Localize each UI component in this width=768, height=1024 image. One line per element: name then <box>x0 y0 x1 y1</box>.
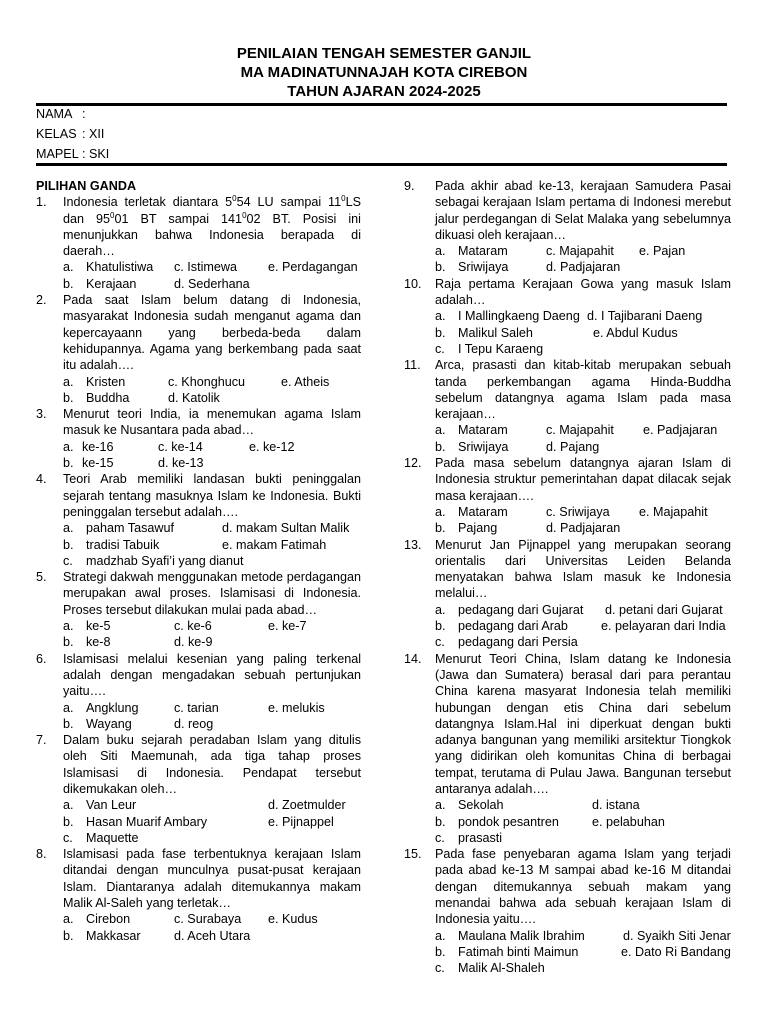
options-11: a. Mataram c. Majapahit e. Padjajaran b. Sriwijaya d. Pajang <box>435 423 718 454</box>
option-e[interactable]: e. melukis <box>268 700 325 715</box>
option-d[interactable]: d. Padjajaran <box>546 260 621 275</box>
option-b[interactable]: Hasan Muarif Ambary <box>86 814 208 829</box>
question-text: Indonesia terletak diantara $5^054$ LU sampai $11^0LS$ dan $95^001$ BT sampai $141^002$ BT. Posisi ini menunjukkan bahwa Indonesia berapada di daerah… <box>63 194 361 259</box>
options-13: a. pedagang dari Gujarat d. petani dari Gujarat b. pedagang dari Arab e. pelayaran dari India c. pedagang dari Persia <box>435 602 726 650</box>
options-10: a. I Mallingkaeng Daeng d. I Tajibarani Daeng b. Malikul Saleh e. Abdul Kudus c. I Tepu Karaeng <box>435 309 703 356</box>
question-text: Strategi dakwah menggunakan metode perdagangan merupakan awal proses. Islamisasi di Indonesia. Proses tersebut dilakukan mulai pada abad… <box>63 570 361 617</box>
options-9: a. Mataram c. Majapahit e. Pajan b. Sriwijaya d. Padjajaran <box>435 244 686 275</box>
question-5 <box>36 569 361 618</box>
question-7 <box>36 732 361 797</box>
question-number: 14. <box>404 651 422 666</box>
question-10 <box>404 276 731 309</box>
options-7: a. Van Leur d. Zoetmulder b. Hasan Muarif Ambary e. Pijnappel c. Maquette <box>63 798 346 845</box>
options-5: a. ke-5 c. ke-6 e. ke-7 b. ke-8 d. ke-9 <box>63 619 307 650</box>
option-c[interactable]: c. ke-14 <box>158 439 203 454</box>
question-9 <box>404 178 731 243</box>
right-column <box>404 178 731 977</box>
option-d[interactable]: d. I Tajibarani Daeng <box>587 309 703 324</box>
option-b[interactable]: Wayang <box>86 716 132 731</box>
question-number: 15. <box>404 847 422 862</box>
option-e[interactable]: e. Abdul Kudus <box>593 325 678 340</box>
option-c[interactable]: c. Khonghucu <box>168 374 246 389</box>
header-divider <box>36 103 727 106</box>
question-number: 9. <box>404 179 415 193</box>
option-c[interactable]: c. Majapahit <box>546 244 614 259</box>
option-e[interactable]: e. Kudus <box>268 912 318 927</box>
option-d[interactable]: d. ke-13 <box>158 456 204 471</box>
question-4 <box>36 471 361 520</box>
question-text: Pada fase penyebaran agama Islam yang terjadi pada abad ke-13 M sampai abad ke-16 M ditandai dengan ditemukannya sebuah makam yang menandai bahwa ada sebuah kerajaan Islam di Indonesia yaitu…. <box>435 847 731 927</box>
question-text: Menurut teori India, ia menemukan agama Islam masuk ke Nusantara pada abad… <box>63 407 361 438</box>
question-text: Raja pertama Kerajaan Gowa yang masuk Islam adalah… <box>435 276 731 308</box>
option-a[interactable]: pedagang dari Gujarat <box>458 602 584 617</box>
options-3: a. ke-16 c. ke-14 e. ke-12 b. ke-15 d. ke-13 <box>63 439 295 471</box>
option-e[interactable]: e. Pijnappel <box>268 814 334 829</box>
option-a[interactable]: Sekolah <box>458 798 504 813</box>
exam-header <box>0 44 768 101</box>
option-d[interactable]: d. Pajang <box>546 439 600 454</box>
option-b[interactable]: Buddha <box>86 390 130 405</box>
question-8 <box>36 846 361 911</box>
option-a[interactable]: Van Leur <box>86 798 137 813</box>
option-e[interactable]: e. pelabuhan <box>592 814 665 829</box>
option-e[interactable]: e. Atheis <box>281 374 330 389</box>
option-b[interactable]: ke-8 <box>86 635 111 650</box>
option-a[interactable]: Angklung <box>86 700 139 715</box>
school-name: MA MADINATUNNAJAH KOTA CIREBON <box>240 64 528 81</box>
options-4: a. paham Tasawuf d. makam Sultan Malik b. tradisi Tabuik e. makam Fatimah c. madzhab Syafi’i yang dianut <box>63 521 350 568</box>
option-c[interactable]: c. Sriwijaya <box>546 504 610 519</box>
option-b[interactable]: pedagang dari Arab <box>458 619 568 634</box>
option-a[interactable]: ke-16 <box>82 439 114 454</box>
option-b[interactable]: Fatimah binti Maimun <box>458 944 579 959</box>
option-c[interactable]: c. ke-6 <box>174 619 212 634</box>
subject-label: MAPEL <box>36 147 79 161</box>
option-a[interactable]: ke-5 <box>86 619 111 634</box>
option-d[interactable]: d. makam Sultan Malik <box>222 521 350 536</box>
option-b[interactable]: Makkasar <box>86 928 141 943</box>
option-a[interactable]: Mataram <box>458 423 508 438</box>
question-15 <box>404 846 731 927</box>
option-c[interactable]: I Tepu Karaeng <box>458 341 544 356</box>
question-11 <box>404 357 731 422</box>
section-title: PILIHAN GANDA <box>36 179 137 193</box>
student-identity <box>36 106 109 166</box>
option-a[interactable]: Mataram <box>458 244 508 259</box>
question-number: 1. <box>36 195 47 210</box>
option-c[interactable]: pedagang dari Persia <box>458 635 578 650</box>
option-d[interactable]: d. Syaikh Siti Jenar <box>623 928 731 943</box>
option-d[interactable]: d. reog <box>174 716 214 731</box>
question-text: Menurut Jan Pijnappel yang merupakan seorang orientalis dari Universitas Leiden Belanda menyatakan bahwa Islam masuk ke Indonesia melalui… <box>435 537 731 601</box>
options-12: a. Mataram c. Sriwijaya e. Majapahit b. Pajang d. Padjajaran <box>435 504 708 536</box>
question-number: 5. <box>36 570 47 585</box>
option-b[interactable]: Malikul Saleh <box>458 325 533 340</box>
option-b[interactable]: Kerajaan <box>86 276 137 291</box>
option-b[interactable]: Sriwijaya <box>458 260 509 275</box>
option-d[interactable]: d. Padjajaran <box>546 521 621 536</box>
class-label: KELAS <box>36 127 77 141</box>
option-a[interactable]: Mataram <box>458 504 508 519</box>
options-8: a. Cirebon c. Surabaya e. Kudus b. Makkasar d. Aceh Utara <box>63 912 318 943</box>
option-c[interactable]: c. Majapahit <box>546 423 614 438</box>
question-text: Islamisasi pada fase terbentuknya kerajaan Islam ditandai dengan munculnya pusat-pusat kerajaan Islam. Diantaranya adalah ditemukannya makam Malik Al-Saleh yang terletak… <box>63 847 361 911</box>
options-6: a. Angklung c. tarian e. melukis b. Wayang d. reog <box>63 700 325 731</box>
name-value: : <box>82 107 86 121</box>
option-e[interactable]: e. Pajan <box>639 244 686 259</box>
option-d[interactable]: d. ke-9 <box>174 635 213 650</box>
option-c[interactable]: c. Istimewa <box>174 260 237 275</box>
option-c[interactable]: madzhab Syafi’i yang dianut <box>86 553 244 568</box>
question-13 <box>404 537 731 602</box>
question-14 <box>404 651 731 798</box>
option-c[interactable]: c. Surabaya <box>174 912 242 927</box>
question-3 <box>36 406 361 439</box>
options-15: a. Maulana Malik Ibrahim d. Syaikh Siti Jenar b. Fatimah binti Maimun e. Dato Ri Bandang c. Malik Al-Shaleh <box>435 928 731 976</box>
question-text: Pada masa sebelum datangnya ajaran Islam di Indonesia struktur pemerintahan dapat dilacak sejak masa kerajaan…. <box>435 456 731 503</box>
options-14: a. Sekolah d. istana b. pondok pesantren e. pelabuhan c. prasasti <box>435 798 665 845</box>
option-e[interactable]: e. Dato Ri Bandang <box>621 944 731 959</box>
question-text: Islamisasi melalui kesenian yang paling terkenal adalah dengan mengadakan sebuah pertunjukan yaitu…. <box>63 651 361 699</box>
question-text: Menurut Teori China, Islam datang ke Indonesia (Jawa dan Sumatera) berasal dari para perantau China karena masyarat Indonesia telah memiliki hubungan dengan etis China dari sebelum datangnya Islam.Hal ini diperkuat dengan bukti adanya bangunan yang memiliki arsitektur Tiongkok yang didirikan oleh komunitas China di berbagai tempat, terutama di Pulau Jawa. Bangunan tersebut antaranya adalah…. <box>435 651 731 796</box>
subject-value: : SKI <box>82 147 110 161</box>
question-text: Teori Arab memiliki landasan bukti peninggalan sejarah tentang masuknya Islam ke Indonesia. Bukti peninggalan tersebut adalah…. <box>63 472 361 519</box>
options-1: a. Khatulistiwa c. Istimewa e. Perdagangan b. Kerajaan d. Sederhana <box>63 260 358 291</box>
option-e[interactable]: e. Perdagangan <box>268 260 358 275</box>
question-number: 11. <box>404 358 421 373</box>
question-number: 7. <box>36 733 47 748</box>
option-d[interactable]: d. Aceh Utara <box>174 928 251 943</box>
question-text: Pada akhir abad ke-13, kerajaan Samudera Pasai sebagai kerajaan Islam pertama di Indonesi merebut jalur perdegangan di Selat Malaka yang sebelumnya dikuasi oleh kerajaan… <box>435 179 731 242</box>
option-d[interactable]: d. petani dari Gujarat <box>605 602 723 617</box>
option-e[interactable]: e. makam Fatimah <box>222 537 327 552</box>
option-a[interactable]: Kristen <box>86 374 126 389</box>
question-text: Pada saat Islam belum datang di Indonesia, masyarakat Indonesia sudah menganut agama dan kepercayaann yang berbeda-beda dalam kehidupannya. Agama yang berkembang pada saat itu adalah…. <box>63 293 361 373</box>
option-d[interactable]: d. Sederhana <box>174 276 250 291</box>
option-e[interactable]: e. Majapahit <box>639 504 708 519</box>
question-2 <box>36 292 361 373</box>
question-1 <box>36 194 361 259</box>
option-e[interactable]: e. ke-7 <box>268 619 307 634</box>
option-c[interactable]: Malik Al-Shaleh <box>458 961 545 976</box>
option-c[interactable]: prasasti <box>458 830 503 845</box>
name-label: NAMA <box>36 107 73 121</box>
options-2: a. Kristen c. Khonghucu e. Atheis b. Buddha d. Katolik <box>63 374 330 405</box>
option-e[interactable]: e. pelayaran dari India <box>601 619 726 634</box>
option-d[interactable]: d. Zoetmulder <box>268 798 346 813</box>
question-number: 4. <box>36 472 47 487</box>
academic-year: TAHUN AJARAN 2024-2025 <box>287 83 481 100</box>
question-text: Dalam buku sejarah peradaban Islam yang ditulis oleh Siti Maemunah, ada tiga tahap proses Islamisasi di Indonesia. Pendapat tersebut dikemukakan oleh… <box>63 733 361 796</box>
question-number: 13. <box>404 537 422 552</box>
option-c[interactable]: c. tarian <box>174 700 219 715</box>
class-value: : XII <box>82 127 105 141</box>
question-number: 3. <box>36 407 47 422</box>
option-c[interactable]: Maquette <box>86 830 139 845</box>
option-e[interactable]: e. ke-12 <box>249 439 295 454</box>
question-number: 10. <box>404 276 422 291</box>
question-number: 8. <box>36 847 47 862</box>
option-b[interactable]: ke-15 <box>82 456 114 471</box>
option-d[interactable]: d. istana <box>592 798 640 813</box>
question-text: Arca, prasasti dan kitab-kitab merupakan sebuah tanda perkembangan agama Hinda-Buddha sebelum datangnya agama Islam pada masa kerajaan… <box>435 358 731 422</box>
option-d[interactable]: d. Katolik <box>168 390 220 405</box>
option-b[interactable]: tradisi Tabuik <box>86 537 160 552</box>
option-e[interactable]: e. Padjajaran <box>643 423 718 438</box>
identity-divider <box>36 163 727 166</box>
option-a[interactable]: Cirebon <box>86 912 131 927</box>
option-a[interactable]: paham Tasawuf <box>86 521 174 536</box>
left-column <box>36 178 361 944</box>
option-b[interactable]: Sriwijaya <box>458 439 509 454</box>
option-a[interactable]: Maulana Malik Ibrahim <box>458 928 585 943</box>
question-number: 2. <box>36 293 47 308</box>
option-a[interactable]: Khatulistiwa <box>86 260 154 275</box>
question-12 <box>404 455 731 504</box>
option-a[interactable]: I Mallingkaeng Daeng <box>458 309 580 324</box>
question-number: 6. <box>36 651 47 666</box>
option-b[interactable]: Pajang <box>458 521 498 536</box>
question-number: 12. <box>404 456 422 471</box>
question-6 <box>36 651 361 700</box>
exam-title: PENILAIAN TENGAH SEMESTER GANJIL <box>236 45 532 62</box>
option-b[interactable]: pondok pesantren <box>458 814 559 829</box>
